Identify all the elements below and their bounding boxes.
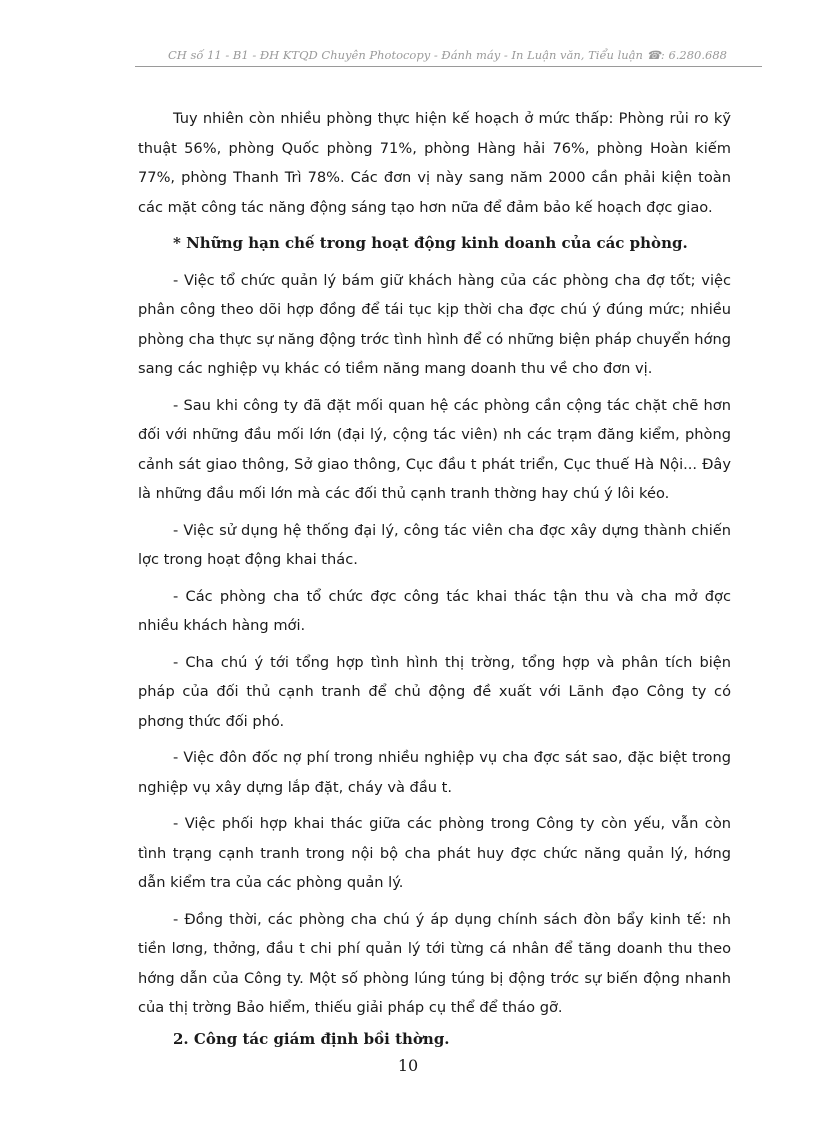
paragraph-exploitation: - Các phòng cha tổ chức đợc công tác khai thác tận thu và cha mở đợc nhiều khách hàng mới. <box>138 587 731 634</box>
paragraph-debt-collection: - Việc đôn đốc nợ phí trong nhiều nghiệp vụ cha đợc sát sao, đặc biệt trong nghiệp vụ xây dựng lắp đặt, cháy và đầu t. <box>138 749 731 796</box>
page-body <box>138 104 731 1061</box>
paragraph-coordination: - Việc phối hợp khai thác giữa các phòng trong Công ty còn yếu, vẫn còn tình trạng cạnh tranh trong nội bộ cha phát huy đợc chức năng quản lý, hớng dẫn kiểm tra của các phòng quản lý. <box>138 815 731 891</box>
section-heading-limitations: * Những hạn chế trong hoạt động kinh doanh của các phòng. <box>173 234 688 252</box>
paragraph-performance: Tuy nhiên còn nhiều phòng thực hiện kế hoạch ở mức thấp: Phòng rủi ro kỹ thuật 56%, phòng Quốc phòng 71%, phòng Hàng hải 76%, phòng Hoàn kiếm 77%, phòng Thanh Trì 78%. Các đơn vị này sang năm 2000 cần phải kiện toàn các mặt công tác năng động sáng tạo hơn nữa để đảm bảo kế hoạch đợc giao. <box>138 110 731 216</box>
paragraph-cooperation: - Sau khi công ty đã đặt mối quan hệ các phòng cần cộng tác chặt chẽ hơn đối với những đầu mối lớn (đại lý, cộng tác viên) nh các trạm đăng kiểm, phòng cảnh sát giao thông, Sở giao thông, Cục đầu t phát triển, Cục thuế Hà Nội... Đây là những đầu mối lớn mà các đối thủ cạnh tranh thờng hay chú ý lôi kéo. <box>138 396 731 502</box>
page-header: CH số 11 - B1 - ĐH KTQD Chuyên Photocopy - Đánh máy - In Luận văn, Tiểu luận ☎: 6.280.688 <box>168 48 727 62</box>
section-title-claims: 2. Công tác giám định bồi thờng. <box>173 1029 450 1048</box>
paragraph-market-analysis: - Cha chú ý tới tổng hợp tình hình thị trờng, tổng hợp và phân tích biện pháp của đối thủ cạnh tranh để chủ động đề xuất với Lãnh đạo Công ty có phơng thức đối phó. <box>138 653 731 730</box>
header-divider <box>135 66 762 67</box>
page-number: 10 <box>397 1056 419 1075</box>
paragraph-customer-management: - Việc tổ chức quản lý bám giữ khách hàng của các phòng cha đợ tốt; việc phân công theo dõi hợp đồng để tái tục kịp thời cha đợc chú ý đúng mức; nhiều phòng cha thực sự năng động trớc tình hình để có những biện pháp chuyển hớng sang các nghiệp vụ khác có tiềm năng mang doanh thu về cho đơn vị. <box>138 271 731 377</box>
paragraph-incentives: - Đồng thời, các phòng cha chú ý áp dụng chính sách đòn bẩy kinh tế: nh tiền lơng, thởng, đầu t chi phí quản lý tới từng cá nhân để tăng doanh thu theo hớng dẫn của Công ty. Một số phòng lúng túng bị động trớc sự biến động nhanh của thị trờng Bảo hiểm, thiếu giải pháp cụ thể để tháo gỡ. <box>138 910 731 1016</box>
paragraph-agent-system: - Việc sử dụng hệ thống đại lý, công tác viên cha đợc xây dựng thành chiến lợc trong hoạt động khai thác. <box>138 521 731 568</box>
